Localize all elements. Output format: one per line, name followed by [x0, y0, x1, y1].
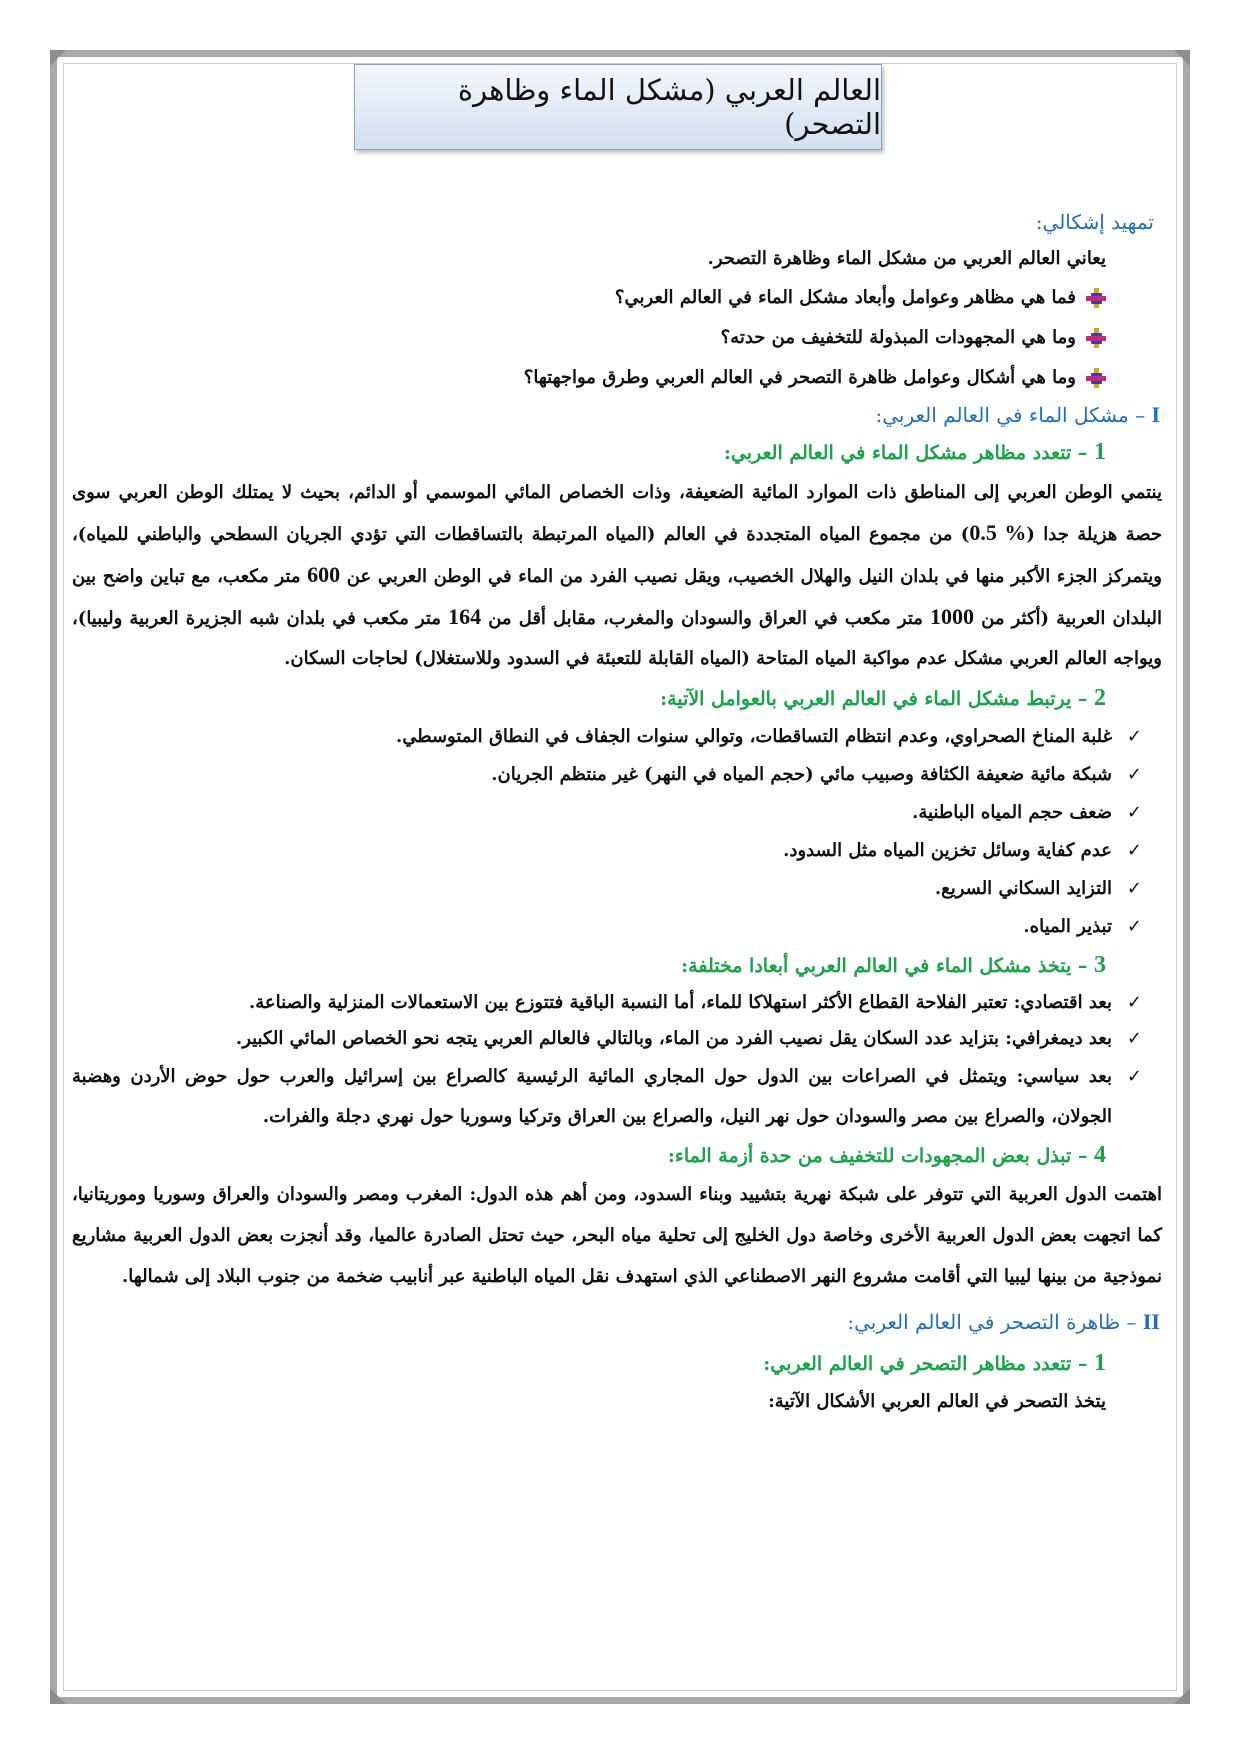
dimension-text: بعد سياسي: ويتمثل في الصراعات بين الدول حول المجاري المائية الرئيسية كالصراع بين إسرائيل والعرب حول حوض الأردن وهضبة الجولان، والصراع بين مصر والسودان حول نهر النيل، والصراع بين العراق وتركيا وسوريا حول نهري دجلة والفرات.: [72, 1066, 1112, 1127]
document-title: العالم العربي (مشكل الماء وظاهرة التصحر): [354, 64, 882, 150]
subsection-title: – تتعدد مظاهر مشكل الماء في العالم العربي:: [723, 442, 1088, 464]
subsection-title: – تبذل بعض المجهودات للتخفيف من حدة أزمة الماء:: [667, 1145, 1088, 1167]
subsection-1-3-heading: [72, 946, 1106, 985]
bullet-plus-icon: [1086, 328, 1106, 348]
question-text: فما هي مظاهر وعوامل وأبعاد مشكل الماء في العالم العربي؟: [614, 287, 1076, 308]
subsection-title: – يتخذ مشكل الماء في العالم العربي أبعادا مختلفة:: [681, 955, 1088, 977]
question-text: وما هي أشكال وعوامل ظاهرة التصحر في العالم العربي وطرق مواجهتها؟: [523, 367, 1076, 388]
factor-text: غلبة المناخ الصحراوي، وعدم انتظام التساقطات، وتوالي سنوات الجفاف في النطاق المتوسطي.: [395, 726, 1112, 747]
checkmark-icon: ✓: [1126, 1066, 1142, 1087]
factor-text: تبذير المياه.: [1023, 916, 1112, 937]
section-2-title: – ظاهرة التصحر في العالم العربي:: [847, 1310, 1137, 1334]
section-2-heading: [72, 1301, 1160, 1343]
efforts-paragraph: اهتمت الدول العربية التي تتوفر على شبكة نهرية بتشييد وبناء السدود، ومن أهم هذه الدول: المغرب ومصر والسودان والعراق وسوريا وموريتانيا، كما اتجهت بعض الدول العربية الأخرى وخاصة دول الخليج إلى تحلية مياه البحر، حيث تحتل الصادرة عالميا، وقد أنجزت بعض الدول العربية مشاريع نموذجية من بينها ليبيا التي أقامت مشروع النهر الاصطناعي الذي استهدف نقل المياه الباطنية عبر أنابيب ضخمة من جنوب البلاد إلى شمالها.: [72, 1184, 1162, 1287]
question-item: [72, 358, 1106, 398]
dimension-item: [72, 1021, 1142, 1057]
bullet-plus-icon: [1086, 368, 1106, 388]
factor-item: [72, 718, 1142, 756]
paragraph-text: ) من مجموع المياه المتجددة في العالم (المياه المرتبطة بالتساقطات التي تؤدي الجريان السطحي والباطني للمياه)، ويتمركز الجزء الأكبر منها في بلدان النيل والهلال الخصيب، ويقل نصيب الفرد من الماء في الوطن العربي عن: [72, 524, 1162, 587]
high-share-value: 1000: [930, 604, 975, 629]
subsection-number: 1: [1094, 439, 1106, 465]
paragraph-text: متر مكعب، مع تباين واضح بين البلدان العربية (أكثر من: [72, 566, 1163, 629]
factor-text: التزايد السكاني السريع.: [934, 878, 1112, 899]
subsection-number: 2: [1094, 685, 1106, 711]
factor-item: [72, 756, 1142, 794]
section-1-heading: [72, 398, 1160, 432]
subsection-number: 3: [1094, 952, 1106, 978]
factor-text: شبكة مائية ضعيفة الكثافة وصبيب مائي (حجم المياه في النهر) غير منتظم الجريان.: [491, 764, 1112, 785]
factor-item: [72, 794, 1142, 832]
desertification-forms-intro: يتخذ التصحر في العالم العربي الأشكال الآتية:: [768, 1391, 1106, 1412]
intro-heading: تمهيد إشكالي:: [1035, 210, 1154, 234]
paragraph-text: متر مكعب في العراق والسودان والمغرب، مقابل أقل من: [481, 608, 931, 629]
subsection-1-4-heading: [72, 1137, 1106, 1174]
dimension-text: بعد اقتصادي: تعتبر الفلاحة القطاع الأكثر استهلاكا للماء، أما النسبة الباقية فتتوزع بين الاستعمالات المنزلية والصناعة.: [249, 992, 1112, 1013]
subsection-number: 4: [1094, 1142, 1106, 1168]
frame-corner-top-right: [1174, 50, 1190, 66]
dimension-item: [72, 985, 1142, 1021]
checkmark-icon: ✓: [1126, 802, 1142, 823]
frame-corner-bottom-right: [1174, 1688, 1190, 1704]
checkmark-icon: ✓: [1126, 1028, 1142, 1049]
dimension-item: [72, 1057, 1142, 1137]
document-body: [72, 200, 1162, 1420]
paragraph-text: متر مكعب في بلدان شبه الجزيرة العربية وليبيا)، ويواجه العالم العربي مشكل عدم مواكبة المياه المتاحة (المياه القابلة للتعبئة في السدود وللاستغلال) لحاجات السكان.: [72, 608, 1162, 669]
factor-text: عدم كفاية وسائل تخزين المياه مثل السدود.: [783, 840, 1112, 861]
checkmark-icon: ✓: [1126, 916, 1142, 937]
bullet-plus-icon: [1086, 288, 1106, 308]
paragraph-text: ينتمي الوطن العربي إلى المناطق ذات الموارد المائية الضعيفة، وذات الخصاص المائي الموسمي أو الدائم، بحيث لا يمتلك الوطن العربي سوى حصة هزيلة جدا (: [72, 482, 1162, 545]
frame-corner-top-left: [50, 50, 66, 66]
frame-corner-bottom-left: [50, 1688, 66, 1704]
checkmark-icon: ✓: [1126, 764, 1142, 785]
subsection-number: 1: [1094, 1350, 1106, 1376]
question-text: وما هي المجهودات المبذولة للتخفيف من حدته؟: [720, 327, 1076, 348]
intro-statement: يعاني العالم العربي من مشكل الماء وظاهرة التصحر.: [707, 248, 1106, 269]
factor-item: [72, 870, 1142, 908]
factor-item: [72, 908, 1142, 946]
question-item: [72, 318, 1106, 358]
per-capita-value: 600: [307, 562, 341, 587]
section-1-numeral: I: [1151, 402, 1160, 427]
section-1-title: – مشكل الماء في العالم العربي:: [875, 403, 1146, 427]
section-2-numeral: II: [1142, 1309, 1160, 1334]
checkmark-icon: ✓: [1126, 992, 1142, 1013]
checkmark-icon: ✓: [1126, 840, 1142, 861]
subsection-1-2-heading: [72, 679, 1106, 718]
dimension-text: بعد ديمغرافي: بتزايد عدد السكان يقل نصيب الفرد من الماء، وبالتالي فالعالم العربي يتجه نحو الخصاص المائي الكبير.: [235, 1028, 1112, 1049]
subsection-title: – تتعدد مظاهر التصحر في العالم العربي:: [763, 1353, 1088, 1375]
checkmark-icon: ✓: [1126, 726, 1142, 747]
low-share-value: 164: [448, 604, 482, 629]
factor-item: [72, 832, 1142, 870]
factor-text: ضعف حجم المياه الباطنية.: [912, 802, 1112, 823]
water-problem-paragraph: [72, 473, 1162, 679]
subsection-1-1-heading: [72, 432, 1106, 473]
checkmark-icon: ✓: [1126, 878, 1142, 899]
subsection-2-1-heading: [72, 1343, 1106, 1384]
question-item: [72, 278, 1106, 318]
subsection-title: – يرتبط مشكل الماء في العالم العربي بالعوامل الآتية:: [660, 688, 1088, 710]
share-percentage: % 0.5: [969, 520, 1027, 545]
